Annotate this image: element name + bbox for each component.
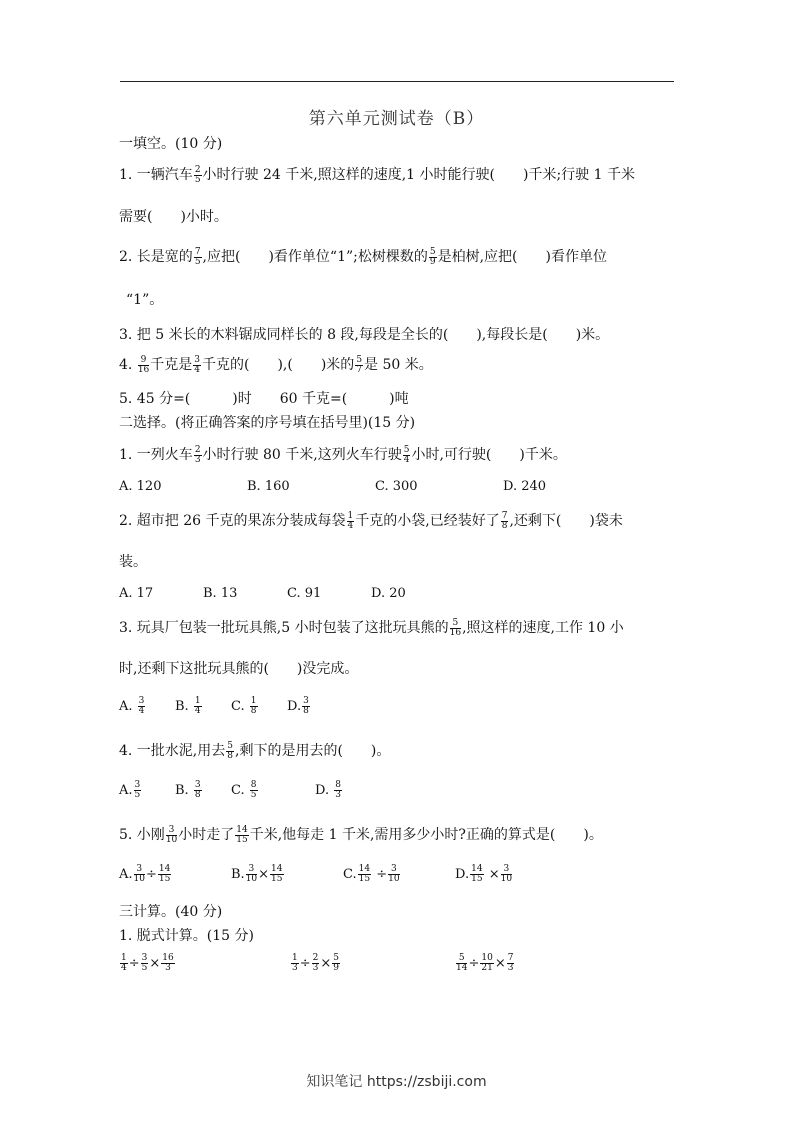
s1-q4-text-c: 千克的( ),( )米的 <box>202 357 355 373</box>
fraction: $\frac{5}{4}$ <box>403 444 410 465</box>
option-b[interactable]: B. $\frac{3}{10}$ × $\frac{14}{15}$ <box>231 864 283 884</box>
s3-expr-3: $\frac{5}{14}$ ÷ $\frac{10}{21}$ × $\frac{7}{3}$ <box>456 953 514 973</box>
s2-q4-options <box>119 781 343 800</box>
option-d[interactable]: D. $\frac{3}{8}$ <box>287 696 309 716</box>
page-title: 第六单元测试卷（B） <box>308 109 485 129</box>
s2-q2-line2: 装。 <box>119 554 147 570</box>
s1-q2-line2: “1”。 <box>126 292 164 308</box>
s2-q1-options <box>119 479 546 494</box>
fraction: $\frac{3}{10}$ <box>165 824 178 845</box>
s2-q4-text-b: ,剩下的是用去的( )。 <box>235 743 391 759</box>
s2-q2-text-c: ,还剩下( )袋未 <box>509 513 623 529</box>
s2-q1 <box>119 444 567 465</box>
option-d[interactable]: D. 20 <box>371 586 406 601</box>
fraction: $\frac{2}{5}$ <box>194 164 201 185</box>
option-c[interactable]: C. $\frac{1}{8}$ <box>231 696 257 716</box>
s2-q5-text-b: 小时走了 <box>178 827 235 843</box>
s1-q1-text-a: 1. 一辆汽车 <box>119 167 193 183</box>
fraction: $\frac{7}{8}$ <box>501 510 508 531</box>
s1-q2-text-c: 是柏树,应把( )看作单位 <box>437 249 607 265</box>
s1-q4-text-b: 千克是 <box>150 357 193 373</box>
s2-q5-options <box>119 865 513 884</box>
option-b[interactable]: B. 160 <box>247 479 290 494</box>
option-b[interactable]: B. $\frac{3}{8}$ <box>175 780 201 800</box>
fraction: $\frac{3}{4}$ <box>194 354 200 375</box>
option-b[interactable]: B. 13 <box>203 586 238 601</box>
s3-expr-1: $\frac{1}{4}$ ÷ $\frac{3}{5}$ × $\frac{16}{3}$ <box>121 953 174 973</box>
s1-q2-line1 <box>119 246 607 267</box>
fraction: $\frac{1}{4}$ <box>347 510 354 531</box>
s2-q2-line1 <box>119 510 623 531</box>
s2-q1-text-c: 小时,可行驶( )千米。 <box>411 447 567 463</box>
s2-q4 <box>119 740 390 761</box>
option-d[interactable]: D. 240 <box>503 479 547 494</box>
section-3-heading: 三计算。(40 分) <box>119 904 223 920</box>
s2-q1-text-b: 小时行驶 80 千米,这列火车行驶 <box>202 447 402 463</box>
s1-q5: 5. 45 分=( )时 60 千克=( )吨 <box>119 391 409 407</box>
fraction: $\frac{14}{15}$ <box>236 824 248 845</box>
section-1-heading: 一填空。(10 分) <box>119 136 223 152</box>
fraction: $\frac{7}{5}$ <box>194 246 201 267</box>
s1-q1-line2: 需要( )小时。 <box>119 209 228 225</box>
s2-q5 <box>119 824 603 845</box>
s3-sub1: 1. 脱式计算。(15 分) <box>119 928 254 944</box>
fraction: $\frac{9}{16}$ <box>137 354 150 375</box>
option-c[interactable]: C. $\frac{14}{15}$ ÷ $\frac{3}{10}$ <box>343 864 400 884</box>
s2-q3-line2: 时,还剩下这批玩具熊的( )没完成。 <box>119 661 359 677</box>
s1-q2-text-a: 2. 长是宽的 <box>119 249 193 265</box>
fraction: $\frac{5}{9}$ <box>429 246 436 267</box>
s1-q4-text-d: 是 50 米。 <box>364 357 433 373</box>
fraction: $\frac{2}{3}$ <box>194 444 201 465</box>
s2-q5-text-a: 5. 小刚 <box>119 827 165 843</box>
option-c[interactable]: C. $\frac{8}{5}$ <box>231 780 257 800</box>
s3-expr-2: $\frac{1}{3}$ ÷ $\frac{2}{3}$ × $\frac{5}{9}$ <box>292 953 340 973</box>
header-rule <box>120 81 674 82</box>
s2-q3-text-a: 3. 玩具厂包装一批玩具熊,5 小时包装了这批玩具熊的 <box>119 620 449 636</box>
s2-q1-text-a: 1. 一列火车 <box>119 447 193 463</box>
option-d[interactable]: D. $\frac{8}{3}$ <box>315 780 341 800</box>
section-2-heading: 二选择。(将正确答案的序号填在括号里)(15 分) <box>119 415 416 431</box>
option-a[interactable]: A. $\frac{3}{10}$ ÷ $\frac{14}{15}$ <box>119 864 171 884</box>
s2-q3-text-b: ,照这样的速度,工作 10 小 <box>462 620 624 636</box>
option-c[interactable]: C. 91 <box>287 586 322 601</box>
option-a[interactable]: A. $\frac{3}{5}$ <box>119 780 141 800</box>
option-a[interactable]: A. 120 <box>119 479 162 494</box>
footer-watermark[interactable]: 知识笔记 https://zsbiji.com <box>306 1074 487 1090</box>
s1-q4-text-a: 4. <box>119 357 133 373</box>
fraction: $\frac{5}{7}$ <box>356 354 363 375</box>
s2-q3-line1 <box>119 617 624 638</box>
s2-q2-options <box>119 586 406 601</box>
s2-q2-text-b: 千克的小袋,已经装好了 <box>355 513 500 529</box>
s2-q5-text-c: 千米,他每走 1 千米,需用多少小时?正确的算式是( )。 <box>249 827 603 843</box>
s2-q4-text-a: 4. 一批水泥,用去 <box>119 743 226 759</box>
s1-q3: 3. 把 5 米长的木料锯成同样长的 8 段,每段是全长的( ),每段长是( )米。 <box>119 327 610 343</box>
s1-q1-text-b: 小时行驶 24 千米,照这样的速度,1 小时能行驶( )千米;行驶 1 千米 <box>202 167 635 183</box>
option-c[interactable]: C. 300 <box>375 479 418 494</box>
option-d[interactable]: D. $\frac{14}{15}$ × $\frac{3}{10}$ <box>455 864 513 884</box>
option-a[interactable]: A. 17 <box>119 586 154 601</box>
option-b[interactable]: B. $\frac{1}{4}$ <box>175 696 201 716</box>
fraction: $\frac{5}{8}$ <box>227 740 233 761</box>
s1-q1-line1 <box>119 164 635 185</box>
s1-q2-text-b: ,应把( )看作单位“1”;松树棵数的 <box>202 249 428 265</box>
s2-q2-text-a: 2. 超市把 26 千克的果冻分装成每袋 <box>119 513 346 529</box>
s2-q3-options <box>119 697 311 716</box>
option-a[interactable]: A. $\frac{3}{4}$ <box>119 696 145 716</box>
s1-q4 <box>119 354 433 375</box>
fraction: $\frac{5}{16}$ <box>449 617 462 638</box>
